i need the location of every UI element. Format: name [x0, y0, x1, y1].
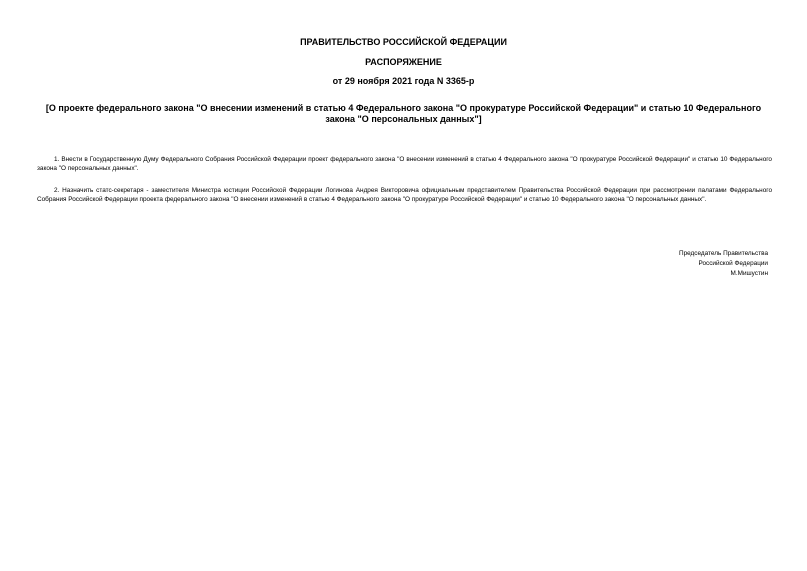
signature-position-line1: Председатель Правительства: [679, 250, 768, 257]
signature-name: М.Мишустин: [730, 270, 768, 277]
date-number-heading: от 29 ноября 2021 года N 3365-р: [332, 76, 475, 86]
paragraph-2: 2. Назначить статс-секретаря - заместителя Министра юстиции Российской Федерации Логинова Андрея Викторовича официальным представителем Правительства Российской Федерации при рассмотрении палатами Федерального Собрания Российской Федерации проекта федерального закона "О внесении изменений в статью 4 Федерального закона "О прокуратуре Российской Федерации" и статью 10 Федерального закона "О персональных данных".: [37, 187, 772, 204]
document-type-heading: РАСПОРЯЖЕНИЕ: [365, 57, 442, 67]
paragraph-1: 1. Внести в Государственную Думу Федерального Собрания Российской Федерации проект федерального закона "О внесении изменений в статью 4 Федерального закона "О прокуратуре Российской Федерации" и статью 10 Федерального закона "О персональных данных".: [37, 156, 772, 173]
signature-position-line2: Российской Федерации: [698, 260, 768, 267]
issuer-heading: ПРАВИТЕЛЬСТВО РОССИЙСКОЙ ФЕДЕРАЦИИ: [300, 37, 507, 47]
signature-block: [568, 249, 768, 279]
document-subject: [О проекте федерального закона "О внесении изменений в статью 4 Федерального закона "О прокуратуре Российской Федерации" и статью 10 Федерального закона "О персональных данных"]: [45, 103, 762, 124]
